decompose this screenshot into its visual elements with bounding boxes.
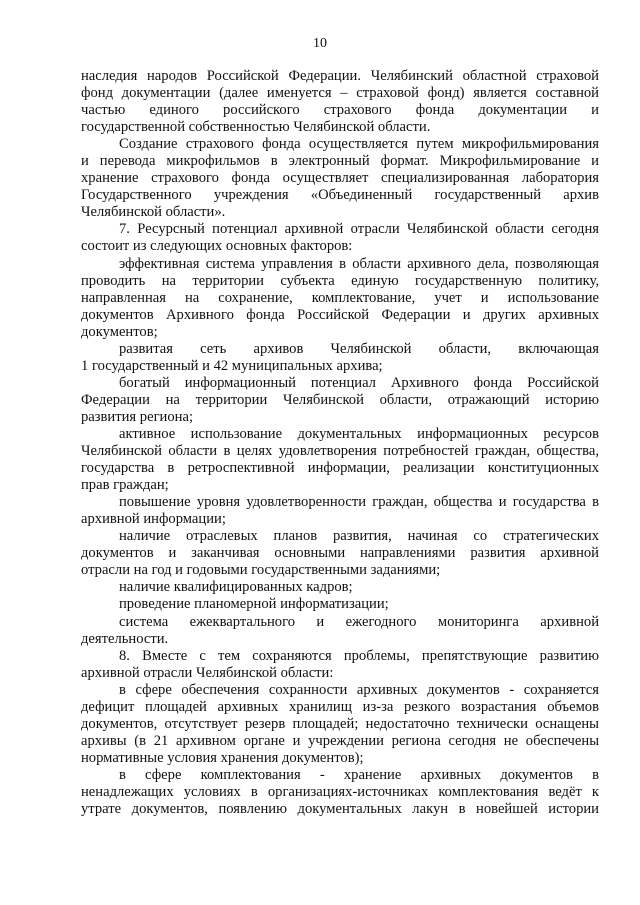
text-line: ненадлежащих условиях в организациях-источниках комплектования ведёт к [81,783,599,800]
text-line: эффективная система управления в области архивного дела, позволяющая [119,255,599,272]
text-line: и перевода микрофильмов в электронный формат. Микрофильмирование и [81,153,599,170]
text-line: Федерации на территории Челябинской области, отражающий историю [81,391,599,408]
text-line: активное использование документальных информационных ресурсов [119,425,599,442]
text-line: Челябинской области в целях удовлетворения потребностей граждан, общества, [81,443,599,460]
text-line: Челябинской области». [81,204,226,221]
text-line: государственной собственностью Челябинской области. [81,119,431,136]
text-line: проведение планомерной информатизации; [119,596,389,613]
text-line: проводить на территории субъекта единую государственную политику, [81,272,599,289]
text-line: дефицит площадей архивных хранилищ из-за резкого возрастания объемов [81,698,599,715]
text-line: частью единого российского страхового фонда документации и [81,102,599,119]
text-line: развития региона; [81,408,193,425]
document-body [81,68,599,818]
text-line: Создание страхового фонда осуществляется путем микрофильмирования [119,136,599,153]
text-line: архивной отрасли Челябинской области: [81,664,334,681]
text-line: 7. Ресурсный потенциал архивной отрасли Челябинской области сегодня [119,221,599,238]
text-line: нормативные условия хранения документов); [81,749,364,766]
text-line: документов; [81,323,158,340]
text-line: хранение страхового фонда осуществляет специализированная лаборатория [81,170,599,187]
text-line: направленная на сохранение, комплектование, учет и использование [81,289,599,306]
text-line: в сфере комплектования - хранение архивных документов в [119,766,599,783]
text-line: утрате документов, появлению документальных лакун в новейшей истории [81,801,599,818]
text-line: развитая сеть архивов Челябинской области, включающая [119,340,599,357]
text-line: 8. Вместе с тем сохраняются проблемы, препятствующие развитию [119,647,599,664]
text-line: система ежеквартального и ежегодного мониторинга архивной [119,613,599,630]
text-line: наличие отраслевых планов развития, начиная со стратегических [119,528,599,545]
text-line: архивы (в 21 архивном органе и учреждении региона сегодня не обеспечены [81,732,599,749]
text-line: Государственного учреждения «Объединенный государственный архив [81,187,599,204]
text-line: государства в ретроспективной информации, реализации конституционных [81,460,599,477]
text-line: повышение уровня удовлетворенности граждан, общества и государства в [119,494,599,511]
text-line: документов Архивного фонда Российской Федерации и других архивных [81,306,599,323]
text-line: состоит из следующих основных факторов: [81,238,353,255]
text-line: фонд документации (далее именуется – страховой фонд) является составной [81,85,599,102]
text-line: прав граждан; [81,477,169,494]
text-line: в сфере обеспечения сохранности архивных документов - сохраняется [119,681,599,698]
text-line: деятельности. [81,630,169,647]
text-line: наследия народов Российской Федерации. Челябинский областной страховой [81,68,599,84]
text-line: 1 государственный и 42 муниципальных архива; [81,357,383,374]
text-line: наличие квалифицированных кадров; [119,579,353,596]
page-number: 10 [313,36,327,51]
text-line: отрасли на год и годовыми государственными заданиями; [81,562,441,579]
text-line: документов и заканчивая основными направлениями развития архивной [81,545,599,562]
text-line: документов, отсутствует резерв площадей; недостаточно технически оснащены [81,715,599,732]
text-line: архивной информации; [81,511,226,528]
text-line: богатый информационный потенциал Архивного фонда Российской [119,374,599,391]
